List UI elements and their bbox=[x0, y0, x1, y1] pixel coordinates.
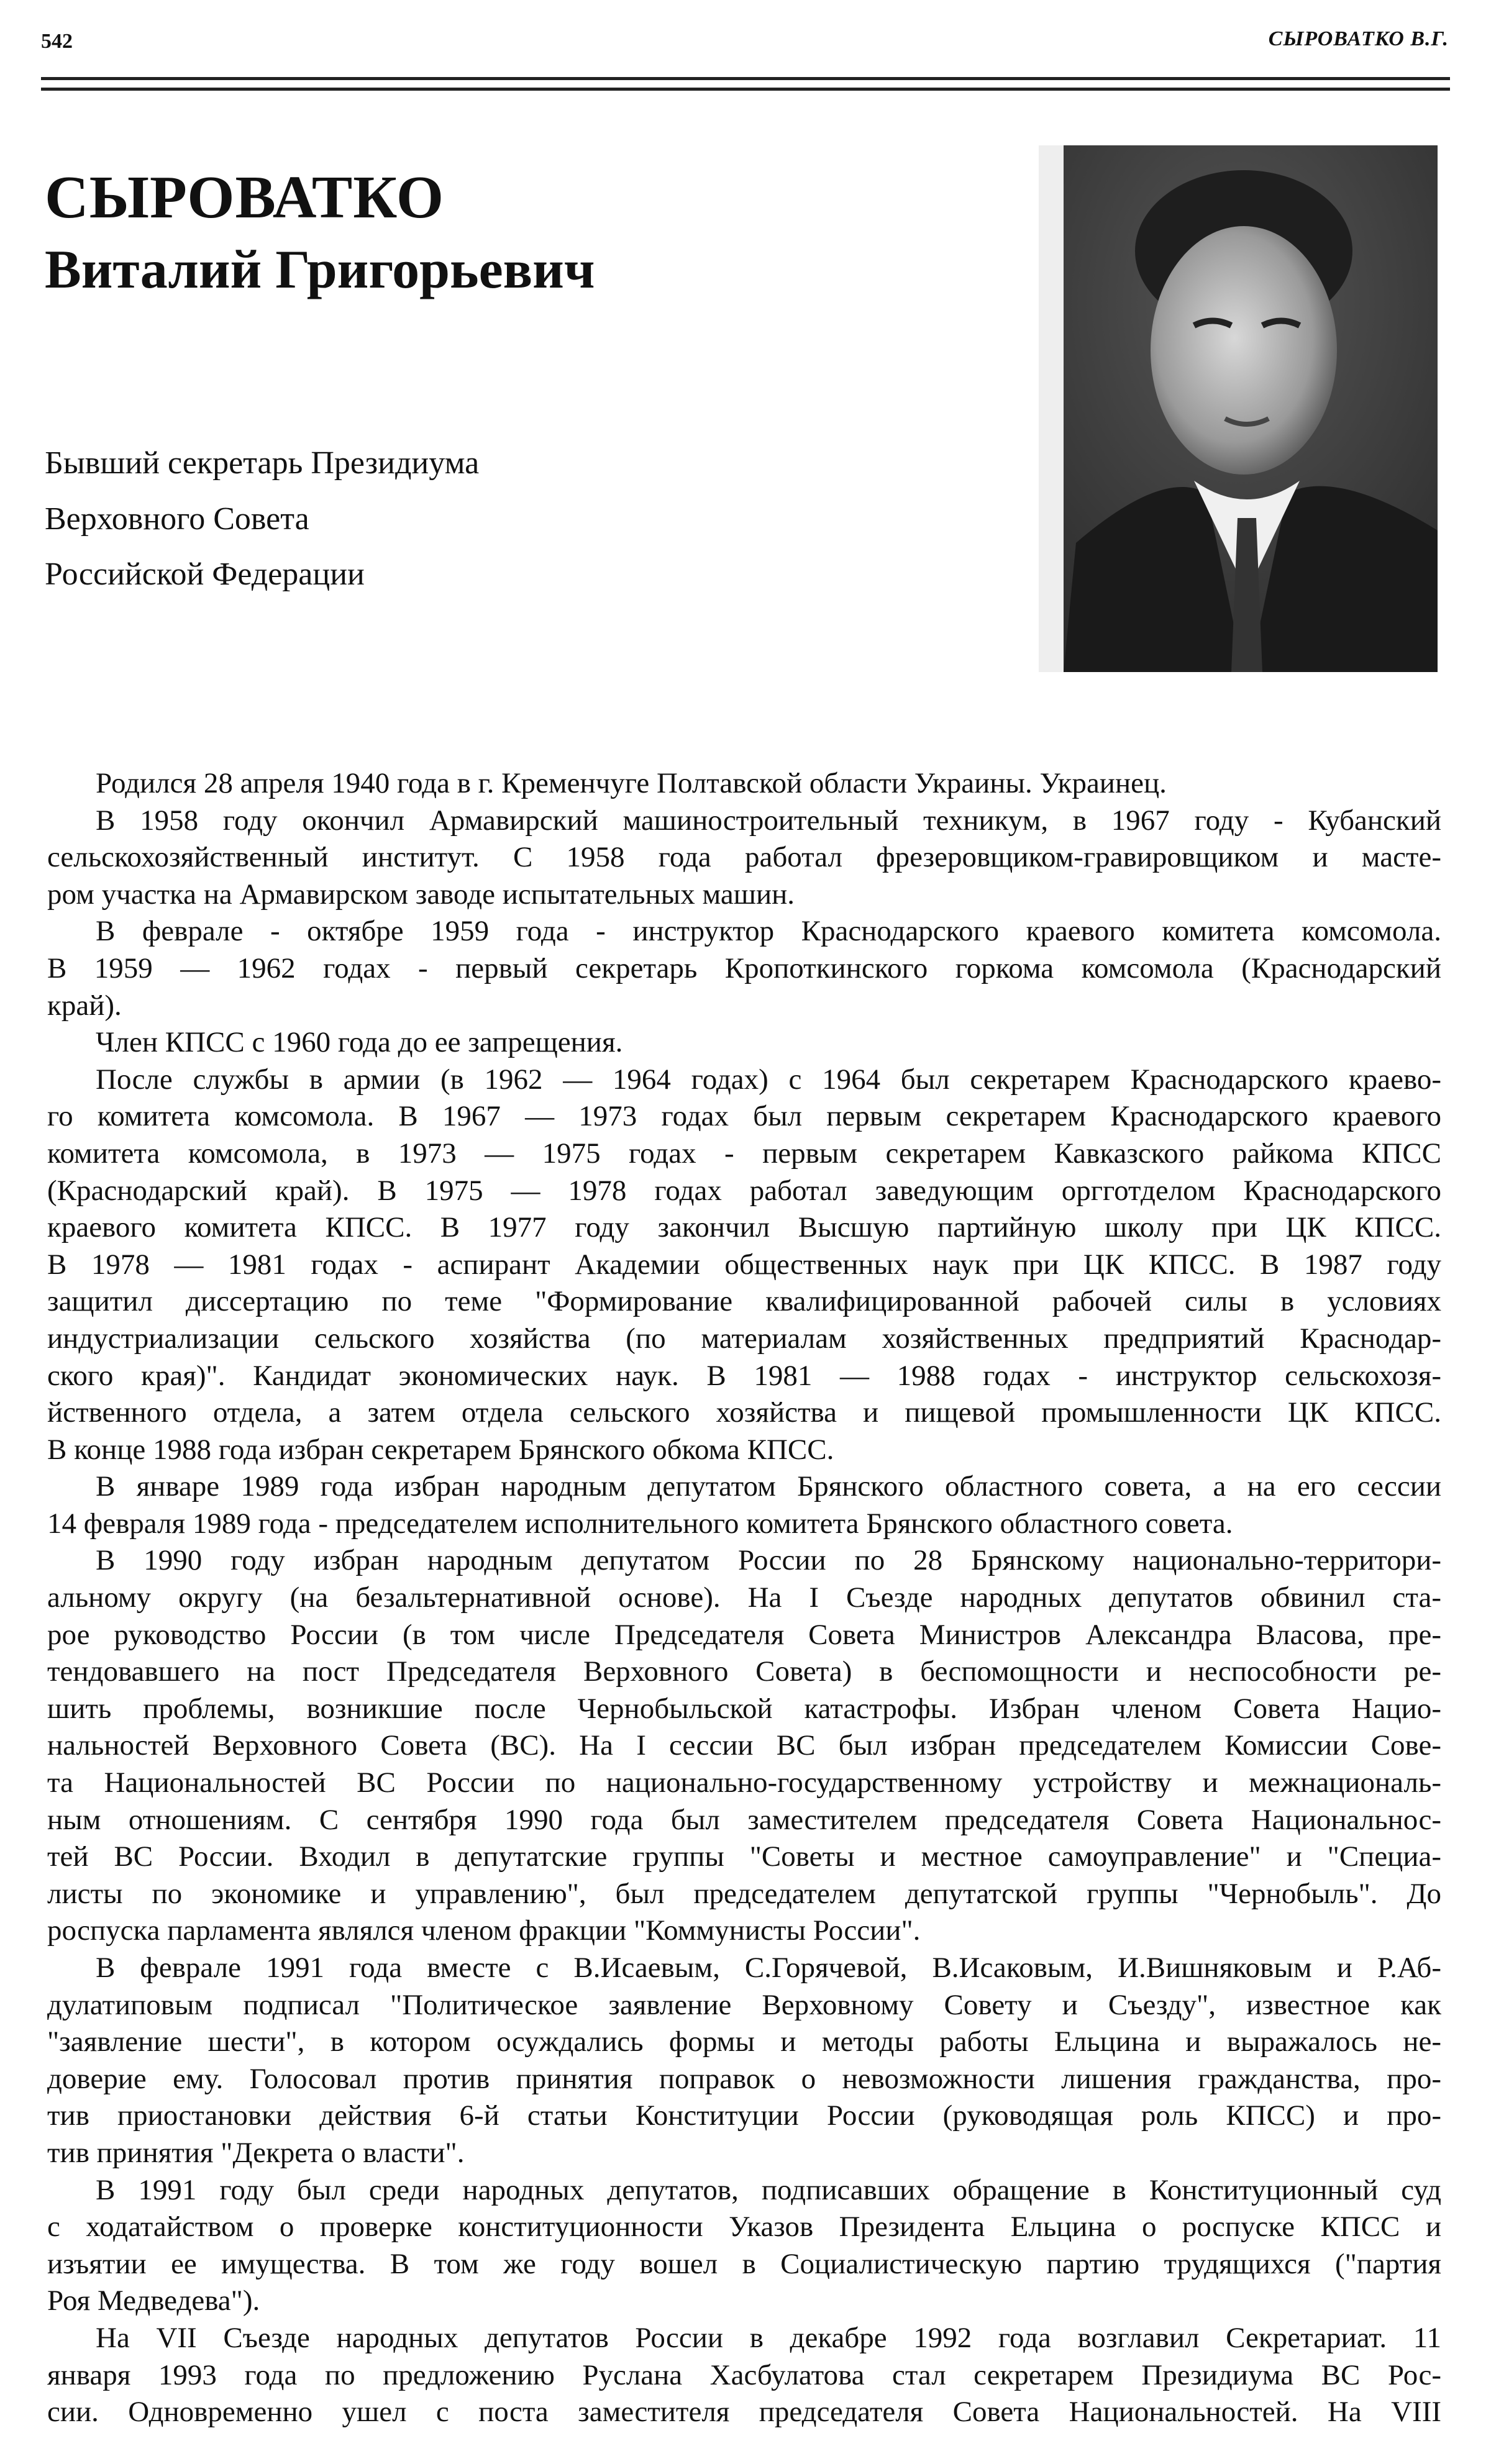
text-line: тив приостановки действия 6-й статьи Конституции России (руководящая роль КПСС) и про- bbox=[47, 2099, 1441, 2132]
paragraph bbox=[47, 802, 1441, 914]
text-line: Родился 28 апреля 1940 года в г. Кременчуге Полтавской области Украины. Украинец. bbox=[96, 767, 1167, 799]
text-line: листы по экономике и управлению", был председателем депутатской группы "Чернобыль". До bbox=[47, 1877, 1441, 1910]
text-line: дулатиповым подписал "Политическое заявление Верховному Совету и Съезду", известное как bbox=[47, 1988, 1441, 2021]
text-line: января 1993 года по предложению Руслана Хасбулатова стал секретарем Президиума ВС Рос- bbox=[47, 2358, 1441, 2391]
text-line: шить проблемы, возникшие после Чернобыльской катастрофы. Избран членом Совета Нацио- bbox=[47, 1692, 1441, 1725]
text-line: 14 февраля 1989 года - председателем исполнительного комитета Брянского областного совета. bbox=[47, 1507, 1233, 1540]
text-line: Член КПСС с 1960 года до ее запрещения. bbox=[96, 1026, 623, 1059]
text-line: альному округу (на безальтернативной основе). На I Съезде народных депутатов обвинил ста- bbox=[47, 1581, 1441, 1614]
header-rule bbox=[41, 88, 1450, 91]
text-line: нальностей Верховного Совета (ВС). На I сессии ВС был избран председателем Комиссии Сове- bbox=[47, 1729, 1441, 1762]
text-line: На VII Съезде народных депутатов России в декабре 1992 года возглавил Секретариат. 11 bbox=[96, 2321, 1441, 2354]
text-line: роспуска парламента являлся членом фракции "Коммунисты России". bbox=[47, 1914, 921, 1947]
paragraph bbox=[47, 1950, 1441, 2172]
text-line: индустриализации сельского хозяйства (по материалам хозяйственных предприятий Краснодар- bbox=[47, 1322, 1441, 1355]
text-line: В феврале - октябре 1959 года - инструктор Краснодарского краевого комитета комсомола. bbox=[96, 915, 1441, 948]
text-line: В 1959 — 1962 годах - первый секретарь Кропоткинского горкома комсомола (Краснодарский bbox=[47, 952, 1441, 984]
text-line: Роя Медведева"). bbox=[47, 2284, 260, 2317]
text-line: тив принятия "Декрета о власти". bbox=[47, 2136, 465, 2169]
text-line: рое руководство России (в том числе Председателя Совета Министров Александра Власова, пре- bbox=[47, 1618, 1441, 1651]
portrait-photo bbox=[1039, 145, 1438, 672]
text-line: (Краснодарский край). В 1975 — 1978 годах работал заведующим оргготделом Краснодарского bbox=[47, 1174, 1441, 1207]
paragraph bbox=[47, 1024, 1441, 1062]
header-rule bbox=[41, 77, 1450, 80]
paragraph bbox=[47, 2320, 1441, 2431]
text-line: тендовавшего на пост Председателя Верховного Совета) в беспомощности и неспособности ре- bbox=[47, 1655, 1441, 1688]
page-title-surname: СЫРОВАТКО bbox=[45, 164, 445, 231]
page-title-given-names: Виталий Григорьевич bbox=[45, 240, 595, 300]
text-line: ром участка на Армавирском заводе испытательных машин. bbox=[47, 878, 795, 911]
text-line: ского края)". Кандидат экономических наук. В 1981 — 1988 годах - инструктор сельскохозя- bbox=[47, 1359, 1441, 1392]
subtitle-line: Российской Федерации bbox=[45, 557, 365, 592]
text-line: В январе 1989 года избран народным депутатом Брянского областного совета, а на его сессии bbox=[96, 1470, 1441, 1503]
text-line: ным отношениям. С сентября 1990 года был заместителем председателя Совета Национальнос- bbox=[47, 1803, 1441, 1836]
text-line: изъятии ее имущества. В том же году вошел в Социалистическую партию трудящихся ("партия bbox=[47, 2247, 1441, 2280]
text-line: тей ВС России. Входил в депутатские группы "Советы и местное самоуправление" и "Специа- bbox=[47, 1840, 1441, 1873]
text-line: "заявление шести", в котором осуждались формы и методы работы Ельцина и выражалось не- bbox=[47, 2025, 1441, 2058]
paragraph bbox=[47, 765, 1441, 802]
text-line: В конце 1988 года избран секретарем Брянского обкома КПСС. bbox=[47, 1433, 834, 1466]
text-line: В 1978 — 1981 годах - аспирант Академии общественных наук при ЦК КПСС. В 1987 году bbox=[47, 1248, 1441, 1281]
paragraph bbox=[47, 1542, 1441, 1950]
text-line: го комитета комсомола. В 1967 — 1973 годах был первым секретарем Краснодарского краевого bbox=[47, 1100, 1441, 1133]
text-line: В 1990 году избран народным депутатом России по 28 Брянскому национально-территори- bbox=[96, 1544, 1441, 1577]
text-line: краевого комитета КПСС. В 1977 году закончил Высшую партийную школу при ЦК КПСС. bbox=[47, 1211, 1441, 1244]
running-head: СЫРОВАТКО В.Г. bbox=[1268, 27, 1449, 50]
text-line: с ходатайством о проверке конституционности Указов Президента Ельцина о роспуске КПСС и bbox=[47, 2211, 1441, 2244]
subtitle-line: Верховного Совета bbox=[45, 501, 309, 537]
text-line: В феврале 1991 года вместе с В.Исаевым, С.Горячевой, В.Исаковым, И.Вишняковым и Р.Аб- bbox=[96, 1952, 1441, 1984]
text-line: доверие ему. Голосовал против принятия поправок о невозможности лишения гражданства, про- bbox=[47, 2062, 1441, 2095]
text-line: В 1991 году был среди народных депутатов, подписавших обращение в Конституционный суд bbox=[96, 2173, 1441, 2206]
text-line: та Национальностей ВС России по национально-государственному устройству и межнациональ- bbox=[47, 1766, 1441, 1799]
text-line: В 1958 году окончил Армавирский машиностроительный техникум, в 1967 году - Кубанский bbox=[96, 804, 1441, 837]
text-line: комитета комсомола, в 1973 — 1975 годах - первым секретарем Кавказского райкома КПСС bbox=[47, 1137, 1441, 1170]
text-line: йственного отдела, а затем отдела сельского хозяйства и пищевой промышленности ЦК КПСС. bbox=[47, 1396, 1441, 1429]
text-line: После службы в армии (в 1962 — 1964 годах) с 1964 был секретарем Краснодарского краево- bbox=[96, 1063, 1441, 1096]
text-line: край). bbox=[47, 989, 122, 1022]
text-line: сельскохозяйственный институт. С 1958 года работал фрезеровщиком-гравировщиком и масте- bbox=[47, 841, 1441, 874]
paragraph bbox=[47, 913, 1441, 1024]
paragraph bbox=[47, 1062, 1441, 1469]
paragraph bbox=[47, 1468, 1441, 1542]
subtitle-line: Бывший секретарь Президиума bbox=[45, 445, 480, 481]
paragraph bbox=[47, 2172, 1441, 2320]
text-line: защитил диссертацию по теме "Формирование квалифицированной рабочей силы в условиях bbox=[47, 1285, 1441, 1318]
text-line: сии. Одновременно ушел с поста заместителя председателя Совета Национальностей. На VIII bbox=[47, 2396, 1441, 2429]
page-number: 542 bbox=[41, 30, 73, 53]
biography-text bbox=[47, 765, 1441, 2431]
